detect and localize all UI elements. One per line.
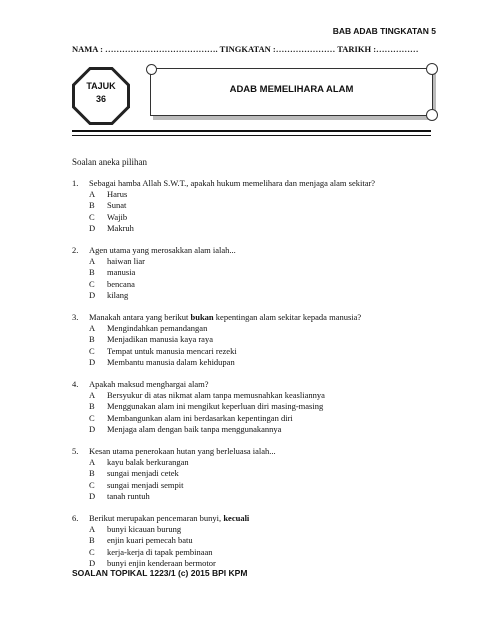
answer-option [72, 256, 442, 267]
option-text: Harus [107, 189, 128, 200]
option-letter: C [89, 479, 95, 490]
question [72, 446, 442, 502]
option-letter: B [89, 535, 95, 546]
question-number: 1. [72, 178, 79, 188]
option-text: kayu balak berkurangan [107, 457, 189, 468]
answer-option [72, 279, 442, 290]
option-letter: B [89, 401, 95, 412]
option-text: Menjadikan manusia kaya raya [107, 334, 213, 345]
answer-option [72, 457, 442, 468]
option-letter: D [89, 356, 96, 367]
option-letter: D [89, 557, 96, 568]
option-letter: A [89, 524, 96, 535]
title-banner [150, 68, 433, 116]
option-text: kerja-kerja di tapak pembinaan [107, 546, 213, 557]
option-letter: D [89, 490, 96, 501]
question-text [89, 446, 276, 457]
option-text: Membangunkan alam ini berdasarkan kepentingan diri [107, 412, 293, 423]
option-letter: C [89, 211, 95, 222]
chapter-label: BAB ADAB TINGKATAN 5 [332, 26, 436, 36]
answer-option [72, 535, 442, 546]
topic-badge-text [72, 80, 130, 106]
answer-option [72, 480, 442, 491]
question-text-pre: Berikut merupakan pencemaran bunyi, [89, 513, 224, 524]
answer-option [72, 267, 442, 278]
option-letter: A [89, 256, 96, 267]
option-letter: D [89, 222, 96, 233]
question-number: 2. [72, 245, 79, 256]
option-text: Bersyukur di atas nikmat alam tanpa memusnahkan keasliannya [107, 390, 325, 401]
answer-option [72, 401, 442, 412]
option-letter: D [89, 423, 96, 434]
student-info-line: NAMA : …………………………………. TINGKATAN :………………… TARIKH :…………… [72, 44, 419, 54]
question [72, 312, 442, 368]
option-text: bencana [107, 278, 135, 289]
answer-option [72, 468, 442, 479]
option-letter: D [89, 289, 96, 300]
question-text-bold: bukan [190, 312, 214, 323]
answer-option [72, 357, 442, 368]
option-letter: B [89, 334, 95, 345]
answer-option [72, 547, 442, 558]
option-text: Makruh [107, 222, 134, 233]
option-letter: B [89, 468, 95, 479]
option-text: Menjaga alam dengan baik tanpa menggunakannya [107, 423, 282, 434]
option-text: enjin kuari pemecah batu [107, 535, 193, 546]
question-list [72, 178, 442, 580]
option-text: Tempat untuk manusia mencari rezeki [107, 345, 237, 356]
option-text: sungai menjadi cetek [107, 468, 179, 479]
question-text-pre: Agen utama yang merosakkan alam ialah... [89, 245, 236, 256]
answer-option [72, 334, 442, 345]
question [72, 178, 442, 234]
answer-option [72, 390, 442, 401]
answer-option [72, 491, 442, 502]
option-letter: C [89, 412, 95, 423]
question-number: 3. [72, 312, 79, 323]
topic-badge-number: 36 [95, 94, 106, 104]
question-text-pre: Apakah maksud menghargai alam? [89, 379, 209, 390]
question-text-pre: Kesan utama penerokaan hutan yang berleluasa ialah... [89, 446, 276, 457]
answer-option [72, 346, 442, 357]
question-number: 4. [72, 379, 79, 390]
answer-option [72, 424, 442, 435]
footer: SOALAN TOPIKAL 1223/1 (c) 2015 BPI KPM [72, 568, 248, 578]
question-text-post: kepentingan alam sekitar kepada manusia? [213, 312, 362, 323]
divider [72, 135, 431, 136]
option-text: sungai menjadi sempit [107, 479, 184, 490]
option-text: Membantu manusia dalam kehidupan [107, 356, 235, 367]
option-letter: B [89, 267, 95, 278]
option-text: Mengindahkan pemandangan [107, 323, 208, 334]
option-text: Sunat [107, 200, 127, 211]
answer-option [72, 200, 442, 211]
option-text: tanah runtuh [107, 490, 150, 501]
option-text: manusia [107, 267, 136, 278]
question-text [89, 312, 361, 323]
question [72, 245, 442, 301]
divider [72, 130, 431, 132]
option-letter: C [89, 278, 95, 289]
question-text-pre: Manakah antara yang berikut [89, 312, 191, 323]
answer-option [72, 212, 442, 223]
option-text: kilang [107, 289, 129, 300]
option-letter: C [89, 345, 95, 356]
answer-option [72, 524, 442, 535]
option-text: Wajib [107, 211, 128, 222]
option-letter: C [89, 546, 95, 557]
topic-badge-label: TAJUK [86, 81, 116, 91]
question-text [89, 178, 375, 189]
question-text [89, 379, 209, 390]
question-text [89, 245, 236, 256]
question-text-bold: kecuali [223, 513, 250, 524]
option-text: haiwan liar [107, 256, 145, 267]
page-title: ADAB MEMELIHARA ALAM [229, 84, 354, 95]
question-text-pre: Sebagai hamba Allah S.W.T., apakah hukum memelihara dan menjaga alam sekitar? [89, 178, 376, 188]
question [72, 379, 442, 435]
option-text: bunyi kicauan burung [107, 524, 182, 535]
option-text: Menggunakan alam ini mengikut keperluan diri masing-masing [107, 401, 324, 412]
question-number: 5. [72, 446, 79, 457]
answer-option [72, 290, 442, 301]
option-letter: A [89, 457, 96, 468]
answer-option [72, 323, 442, 334]
option-letter: A [89, 390, 96, 401]
answer-option [72, 223, 442, 234]
option-letter: B [89, 200, 95, 211]
section-label: Soalan aneka pilihan [72, 157, 147, 167]
question [72, 513, 442, 569]
answer-option [72, 413, 442, 424]
option-letter: A [89, 323, 96, 334]
option-text: bunyi enjin kenderaan bermotor [107, 557, 216, 568]
question-number: 6. [72, 513, 79, 524]
question-text [89, 513, 249, 524]
option-letter: A [89, 189, 96, 200]
answer-option [72, 189, 442, 200]
